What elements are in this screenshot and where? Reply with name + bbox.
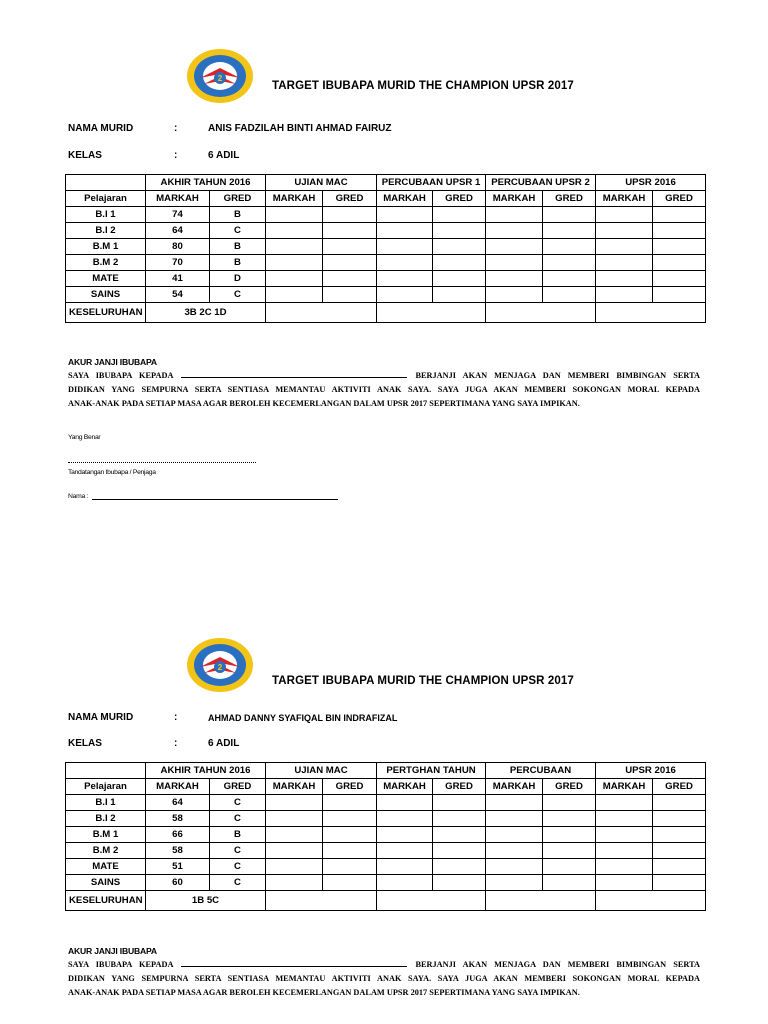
column-header-row: [66, 779, 706, 795]
empty-cell[interactable]: [543, 271, 596, 287]
total-row: [66, 303, 706, 323]
gred-cell: B: [210, 239, 266, 255]
empty-cell[interactable]: [433, 255, 486, 271]
empty-cell[interactable]: [323, 271, 377, 287]
markah-header: MARKAH: [596, 191, 653, 207]
subject-cell: B.I 2: [66, 811, 146, 827]
table-row: [66, 811, 706, 827]
markah-header: MARKAH: [596, 779, 653, 795]
markah-header: MARKAH: [486, 779, 543, 795]
gred-cell: B: [210, 207, 266, 223]
exam-header: PERTGHAN TAHUN: [377, 763, 486, 779]
yang-benar: Yang Benar: [68, 434, 101, 441]
class-value: 6 ADIL: [208, 738, 240, 749]
sheet-2: [0, 589, 768, 1024]
markah-cell: 64: [146, 795, 210, 811]
empty-cell[interactable]: [323, 223, 377, 239]
empty-cell[interactable]: [323, 859, 377, 875]
pledge-block: [68, 944, 700, 1000]
student-name-label: NAMA MURID: [68, 123, 134, 134]
student-name-value: AHMAD DANNY SYAFIQAL BIN INDRAFIZAL: [208, 713, 398, 723]
empty-cell[interactable]: [266, 287, 323, 303]
markah-header: MARKAH: [377, 191, 433, 207]
empty-cell[interactable]: [266, 239, 323, 255]
empty-cell[interactable]: [486, 207, 543, 223]
empty-cell[interactable]: [596, 271, 653, 287]
markah-cell: 54: [146, 287, 210, 303]
empty-cell[interactable]: [653, 255, 706, 271]
empty-cell[interactable]: [377, 811, 433, 827]
subject-cell: MATE: [66, 271, 146, 287]
score-table: [65, 762, 706, 911]
table-row: [66, 255, 706, 271]
empty-cell[interactable]: [377, 271, 433, 287]
empty-cell[interactable]: [377, 859, 433, 875]
gred-cell: C: [210, 811, 266, 827]
school-crest-logo: [186, 48, 254, 104]
pledge-start: SAYA IBUBAPA KEPADA: [68, 371, 174, 380]
markah-cell: 41: [146, 271, 210, 287]
empty-cell[interactable]: [653, 811, 706, 827]
pledge-line-end: BERJANJI AKAN MENJAGA DAN MEMBERI BIMBINGAN SERTA: [415, 960, 700, 969]
gred-cell: B: [210, 827, 266, 843]
subject-cell: B.M 2: [66, 843, 146, 859]
empty-cell[interactable]: [596, 795, 653, 811]
exam-header-row: [66, 763, 706, 779]
blank-cell: [66, 175, 146, 191]
gred-cell: D: [210, 271, 266, 287]
markah-cell: 51: [146, 859, 210, 875]
empty-cell[interactable]: [377, 843, 433, 859]
empty-cell[interactable]: [323, 255, 377, 271]
empty-cell[interactable]: [433, 223, 486, 239]
gred-cell: C: [210, 223, 266, 239]
empty-cell[interactable]: [543, 255, 596, 271]
gred-header: GRED: [433, 191, 486, 207]
exam-header-row: [66, 175, 706, 191]
empty-cell[interactable]: [543, 207, 596, 223]
gred-header: GRED: [323, 779, 377, 795]
gred-cell: B: [210, 255, 266, 271]
gred-header: GRED: [653, 191, 706, 207]
empty-cell[interactable]: [377, 239, 433, 255]
markah-header: MARKAH: [377, 779, 433, 795]
empty-cell[interactable]: [596, 223, 653, 239]
empty-cell[interactable]: [266, 843, 323, 859]
empty-cell[interactable]: [596, 239, 653, 255]
table-row: [66, 795, 706, 811]
pledge-line: DIDIKAN YANG SEMPURNA SERTA SENTIASA MEMANTAU AKTIVITI ANAK SAYA. SAYA JUGA AKAN MEMBERI SOKONGAN MORAL KEPADA: [68, 385, 700, 394]
child-name-blank[interactable]: [181, 958, 407, 967]
empty-cell[interactable]: [377, 255, 433, 271]
exam-header: PERCUBAAN UPSR 2: [486, 175, 596, 191]
table-row: [66, 827, 706, 843]
empty-cell[interactable]: [653, 795, 706, 811]
empty-cell[interactable]: [653, 827, 706, 843]
empty-cell[interactable]: [433, 827, 486, 843]
name-sign-line[interactable]: [92, 499, 338, 500]
page-title: TARGET IBUBAPA MURID THE CHAMPION UPSR 2017: [272, 675, 574, 687]
empty-cell[interactable]: [486, 811, 543, 827]
table-row: [66, 239, 706, 255]
subject-cell: B.M 1: [66, 827, 146, 843]
exam-header: PERCUBAAN UPSR 1: [377, 175, 486, 191]
pledge-line: ANAK-ANAK PADA SETIAP MASA AGAR BEROLEH KECEMERLANGAN DALAM UPSR 2017 SEPERTIMANA YANG SAYA IMPIKAN.: [68, 988, 580, 997]
empty-cell[interactable]: [486, 875, 543, 891]
total-row: [66, 891, 706, 911]
markah-cell: 74: [146, 207, 210, 223]
empty-cell[interactable]: [433, 287, 486, 303]
exam-header: AKHIR TAHUN 2016: [146, 763, 266, 779]
empty-cell[interactable]: [323, 827, 377, 843]
empty-cell[interactable]: [377, 303, 486, 323]
signature-line[interactable]: [68, 462, 256, 463]
empty-cell[interactable]: [596, 859, 653, 875]
empty-cell[interactable]: [653, 843, 706, 859]
table-row: [66, 271, 706, 287]
empty-cell[interactable]: [543, 795, 596, 811]
markah-header: MARKAH: [146, 191, 210, 207]
empty-cell[interactable]: [486, 859, 543, 875]
total-value: 1B 5C: [146, 891, 266, 911]
markah-cell: 58: [146, 843, 210, 859]
empty-cell[interactable]: [377, 207, 433, 223]
total-value: 3B 2C 1D: [146, 303, 266, 323]
subject-cell: B.I 1: [66, 795, 146, 811]
gred-cell: C: [210, 795, 266, 811]
empty-cell[interactable]: [596, 891, 706, 911]
exam-header: AKHIR TAHUN 2016: [146, 175, 266, 191]
gred-header: GRED: [653, 779, 706, 795]
empty-cell[interactable]: [543, 811, 596, 827]
exam-header: UJIAN MAC: [266, 763, 377, 779]
empty-cell[interactable]: [543, 859, 596, 875]
empty-cell[interactable]: [433, 811, 486, 827]
subject-cell: B.I 1: [66, 207, 146, 223]
empty-cell[interactable]: [377, 891, 486, 911]
colon: :: [174, 738, 178, 749]
empty-cell[interactable]: [323, 207, 377, 223]
table-row: [66, 287, 706, 303]
exam-header: UPSR 2016: [596, 175, 706, 191]
empty-cell[interactable]: [596, 255, 653, 271]
empty-cell[interactable]: [543, 239, 596, 255]
gred-header: GRED: [543, 191, 596, 207]
empty-cell[interactable]: [543, 223, 596, 239]
total-label: KESELURUHAN: [66, 891, 146, 911]
empty-cell[interactable]: [486, 891, 596, 911]
empty-cell[interactable]: [266, 891, 377, 911]
empty-cell[interactable]: [377, 827, 433, 843]
empty-cell[interactable]: [486, 827, 543, 843]
empty-cell[interactable]: [323, 795, 377, 811]
empty-cell[interactable]: [266, 811, 323, 827]
gred-header: GRED: [323, 191, 377, 207]
empty-cell[interactable]: [266, 875, 323, 891]
empty-cell[interactable]: [596, 827, 653, 843]
exam-header: PERCUBAAN: [486, 763, 596, 779]
gred-cell: C: [210, 287, 266, 303]
empty-cell[interactable]: [266, 207, 323, 223]
empty-cell[interactable]: [596, 875, 653, 891]
pledge-line: [68, 958, 700, 972]
pledge-line: DIDIKAN YANG SEMPURNA SERTA SENTIASA MEMANTAU AKTIVITI ANAK SAYA. SAYA JUGA AKAN MEMBERI SOKONGAN MORAL KEPADA: [68, 974, 700, 983]
gred-cell: C: [210, 843, 266, 859]
empty-cell[interactable]: [266, 795, 323, 811]
empty-cell[interactable]: [596, 843, 653, 859]
empty-cell[interactable]: [266, 255, 323, 271]
empty-cell[interactable]: [377, 875, 433, 891]
exam-header: UPSR 2016: [596, 763, 706, 779]
empty-cell[interactable]: [596, 303, 706, 323]
colon: :: [174, 123, 178, 134]
empty-cell[interactable]: [377, 287, 433, 303]
empty-cell[interactable]: [486, 843, 543, 859]
subject-cell: MATE: [66, 859, 146, 875]
class-label: KELAS: [68, 150, 102, 161]
empty-cell[interactable]: [266, 859, 323, 875]
table-row: [66, 859, 706, 875]
signature-label: Tandatangan Ibubapa / Penjaga: [68, 469, 156, 476]
subject-cell: SAINS: [66, 875, 146, 891]
colon: :: [174, 712, 178, 723]
pledge-heading: AKUR JANJI IBUBAPA: [68, 946, 157, 956]
child-name-blank[interactable]: [181, 369, 407, 378]
empty-cell[interactable]: [433, 875, 486, 891]
markah-cell: 66: [146, 827, 210, 843]
empty-cell[interactable]: [486, 271, 543, 287]
class-value: 6 ADIL: [208, 150, 240, 161]
empty-cell[interactable]: [653, 287, 706, 303]
empty-cell[interactable]: [653, 207, 706, 223]
empty-cell[interactable]: [433, 207, 486, 223]
empty-cell[interactable]: [377, 223, 433, 239]
empty-cell[interactable]: [596, 811, 653, 827]
empty-cell[interactable]: [266, 271, 323, 287]
exam-header: UJIAN MAC: [266, 175, 377, 191]
score-table: [65, 174, 706, 323]
markah-cell: 58: [146, 811, 210, 827]
empty-cell[interactable]: [486, 239, 543, 255]
markah-header: MARKAH: [266, 779, 323, 795]
empty-cell[interactable]: [486, 287, 543, 303]
empty-cell[interactable]: [486, 223, 543, 239]
empty-cell[interactable]: [486, 255, 543, 271]
empty-cell[interactable]: [433, 271, 486, 287]
pledge-start: SAYA IBUBAPA KEPADA: [68, 960, 174, 969]
empty-cell[interactable]: [653, 859, 706, 875]
empty-cell[interactable]: [653, 223, 706, 239]
empty-cell[interactable]: [266, 223, 323, 239]
page-title: TARGET IBUBAPA MURID THE CHAMPION UPSR 2017: [272, 80, 574, 92]
column-header-row: [66, 191, 706, 207]
empty-cell[interactable]: [266, 827, 323, 843]
table-row: [66, 207, 706, 223]
empty-cell[interactable]: [433, 859, 486, 875]
empty-cell[interactable]: [486, 795, 543, 811]
pledge-line: ANAK-ANAK PADA SETIAP MASA AGAR BEROLEH KECEMERLANGAN DALAM UPSR 2017 SEPERTIMANA YANG SAYA IMPIKAN.: [68, 399, 580, 408]
gred-header: GRED: [543, 779, 596, 795]
student-name-value: ANIS FADZILAH BINTI AHMAD FAIRUZ: [208, 123, 392, 134]
markah-header: MARKAH: [266, 191, 323, 207]
colon: :: [174, 150, 178, 161]
empty-cell[interactable]: [596, 287, 653, 303]
subject-cell: B.M 1: [66, 239, 146, 255]
empty-cell[interactable]: [543, 827, 596, 843]
pledge-block: [68, 355, 700, 411]
empty-cell[interactable]: [543, 875, 596, 891]
total-label: KESELURUHAN: [66, 303, 146, 323]
subject-header: Pelajaran: [66, 191, 146, 207]
pledge-heading: AKUR JANJI IBUBAPA: [68, 357, 157, 367]
table-row: [66, 875, 706, 891]
empty-cell[interactable]: [653, 271, 706, 287]
markah-header: MARKAH: [146, 779, 210, 795]
svg-text:2: 2: [217, 663, 223, 672]
blank-cell: [66, 763, 146, 779]
subject-cell: B.I 2: [66, 223, 146, 239]
empty-cell[interactable]: [377, 795, 433, 811]
empty-cell[interactable]: [323, 287, 377, 303]
pledge-line: [68, 369, 700, 383]
table-row: [66, 843, 706, 859]
pledge-line-end: BERJANJI AKAN MENJAGA DAN MEMBERI BIMBINGAN SERTA: [415, 371, 700, 380]
empty-cell[interactable]: [323, 239, 377, 255]
markah-cell: 64: [146, 223, 210, 239]
empty-cell[interactable]: [543, 843, 596, 859]
table-row: [66, 223, 706, 239]
markah-header: MARKAH: [486, 191, 543, 207]
school-crest-logo: [186, 637, 254, 693]
subject-cell: B.M 2: [66, 255, 146, 271]
gred-cell: C: [210, 859, 266, 875]
student-name-label: NAMA MURID: [68, 712, 134, 723]
markah-cell: 80: [146, 239, 210, 255]
gred-header: GRED: [210, 191, 266, 207]
empty-cell[interactable]: [323, 843, 377, 859]
empty-cell[interactable]: [266, 303, 377, 323]
subject-cell: SAINS: [66, 287, 146, 303]
gred-header: GRED: [433, 779, 486, 795]
svg-text:2: 2: [217, 74, 223, 83]
markah-cell: 60: [146, 875, 210, 891]
subject-header: Pelajaran: [66, 779, 146, 795]
empty-cell[interactable]: [433, 795, 486, 811]
empty-cell[interactable]: [543, 287, 596, 303]
empty-cell[interactable]: [653, 875, 706, 891]
empty-cell[interactable]: [433, 239, 486, 255]
name-sign-label: Nama :: [68, 493, 89, 500]
empty-cell[interactable]: [323, 875, 377, 891]
empty-cell[interactable]: [323, 811, 377, 827]
gred-cell: C: [210, 875, 266, 891]
markah-cell: 70: [146, 255, 210, 271]
empty-cell[interactable]: [486, 303, 596, 323]
class-label: KELAS: [68, 738, 102, 749]
gred-header: GRED: [210, 779, 266, 795]
empty-cell[interactable]: [596, 207, 653, 223]
empty-cell[interactable]: [433, 843, 486, 859]
empty-cell[interactable]: [653, 239, 706, 255]
